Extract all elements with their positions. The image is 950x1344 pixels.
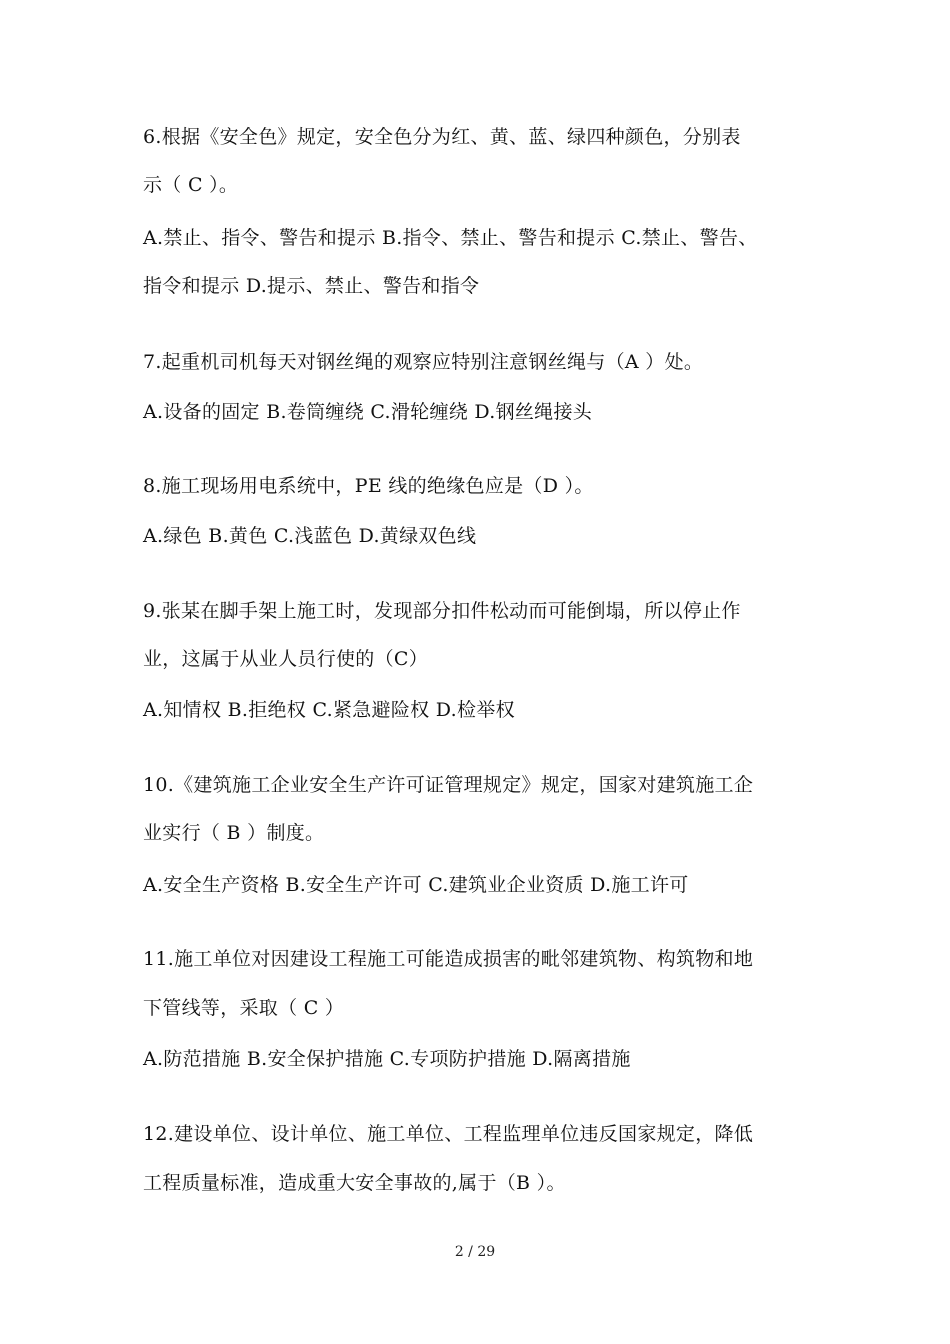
- question-9-options-line-1: A.知情权 B.拒绝权 C.紧急避险权 D.检举权: [143, 699, 515, 721]
- question-11-options-line-1: A.防范措施 B.安全保护措施 C.专项防护措施 D.隔离措施: [143, 1048, 631, 1070]
- question-10-stem-line-1: 10.《建筑施工企业安全生产许可证管理规定》规定，国家对建筑施工企: [143, 774, 754, 796]
- question-6-options-line-1: A.禁止、指令、警告和提示 B.指令、禁止、警告和提示 C.禁止、警告、: [143, 227, 758, 249]
- question-10-options-line-1: A.安全生产资格 B.安全生产许可 C.建筑业企业资质 D.施工许可: [143, 874, 689, 896]
- question-8-stem-line-1: 8.施工现场用电系统中，PE 线的绝缘色应是（D ）。: [143, 475, 594, 497]
- question-11-stem-line-2: 下管线等，采取（ C ）: [143, 997, 345, 1019]
- question-9-stem-line-1: 9.张某在脚手架上施工时，发现部分扣件松动而可能倒塌，所以停止作: [143, 600, 741, 622]
- question-6-stem-line-2: 示（ C ）。: [143, 174, 239, 196]
- question-6-options-line-2: 指令和提示 D.提示、禁止、警告和指令: [143, 275, 480, 297]
- page-number: 2 / 29: [454, 1244, 496, 1260]
- question-6-stem-line-1: 6.根据《安全色》规定，安全色分为红、黄、蓝、绿四种颜色，分别表: [143, 126, 741, 148]
- question-10-stem-line-2: 业实行（ B ）制度。: [143, 822, 325, 844]
- question-7-stem-line-1: 7.起重机司机每天对钢丝绳的观察应特别注意钢丝绳与（A ）处。: [143, 351, 704, 373]
- question-7-options-line-1: A.设备的固定 B.卷筒缠绕 C.滑轮缠绕 D.钢丝绳接头: [143, 401, 593, 423]
- question-8-options-line-1: A.绿色 B.黄色 C.浅蓝色 D.黄绿双色线: [143, 525, 477, 547]
- question-12-stem-line-1: 12.建设单位、设计单位、施工单位、工程监理单位违反国家规定，降低: [143, 1123, 754, 1145]
- question-12-stem-line-2: 工程质量标准，造成重大安全事故的,属于（B ）。: [143, 1172, 566, 1194]
- question-11-stem-line-1: 11.施工单位对因建设工程施工可能造成损害的毗邻建筑物、构筑物和地: [143, 948, 754, 970]
- question-9-stem-line-2: 业，这属于从业人员行使的（C）: [143, 648, 429, 670]
